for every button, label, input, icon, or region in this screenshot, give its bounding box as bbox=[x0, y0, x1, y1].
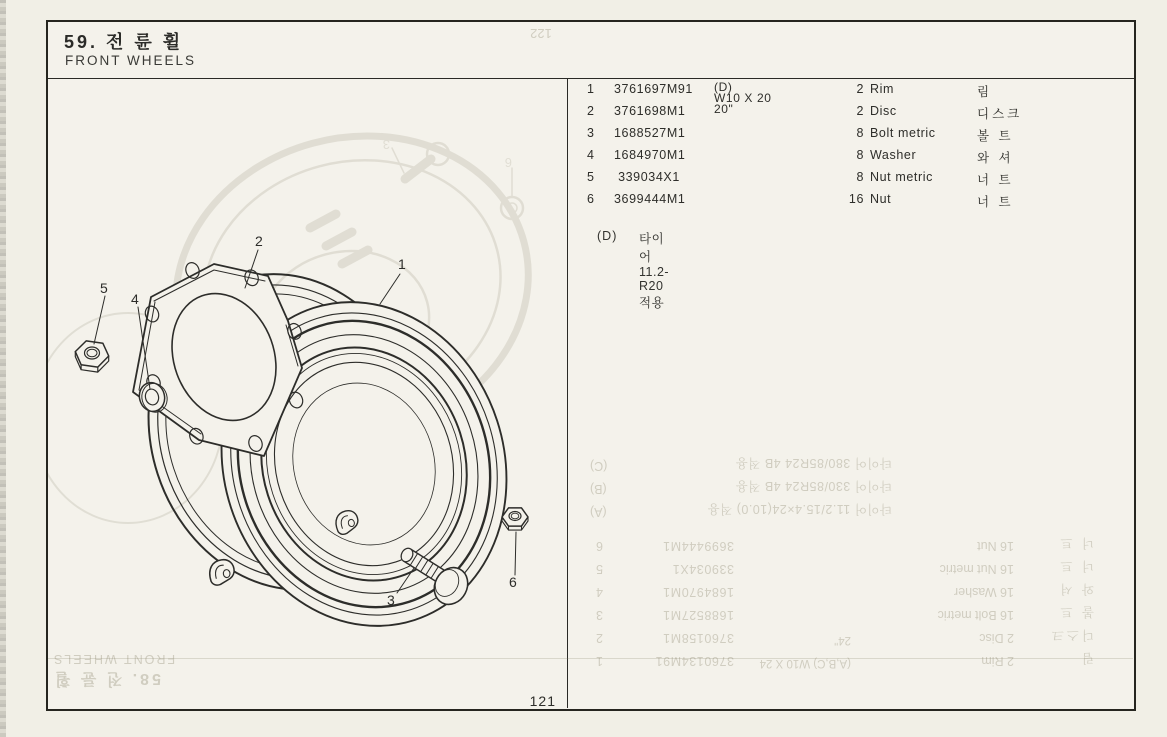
korean-name-cell: 너 트 bbox=[977, 195, 1014, 209]
korean-name-cell: 볼 트 bbox=[977, 129, 1014, 143]
ghost-page-number: 122 bbox=[530, 26, 552, 41]
qty-cell: 2 bbox=[856, 104, 864, 118]
part-number-cell: 1684970M1 bbox=[614, 148, 686, 162]
ghost-note-line bbox=[590, 450, 892, 473]
ghost-parts-table bbox=[582, 530, 1094, 668]
ghost-note-line bbox=[590, 473, 892, 496]
callout-1: 1 bbox=[398, 256, 406, 272]
name-cell: Washer bbox=[870, 148, 917, 162]
size-line2: W10 X 20 bbox=[714, 91, 772, 105]
ghost-callout-3: 3 bbox=[382, 137, 390, 152]
korean-name-cell: 디스크 bbox=[977, 107, 1023, 121]
ghost-row: 와 셔 16 Washer 1684970M1 4 bbox=[596, 582, 1094, 599]
ghost-title-korean: 58. 전 륜 휠 bbox=[52, 670, 161, 687]
size-cell bbox=[714, 82, 772, 104]
name-cell: Bolt metric bbox=[870, 126, 936, 140]
callout-4: 4 bbox=[131, 291, 139, 307]
ref-cell: 5 bbox=[587, 170, 595, 184]
korean-name-cell: 와 셔 bbox=[977, 151, 1014, 165]
ghost-row: 볼 트 16 Bolt metric 1688527M1 3 bbox=[596, 605, 1094, 622]
qty-cell: 2 bbox=[856, 82, 864, 96]
ghost-note-label: (C) bbox=[590, 459, 608, 473]
ghost-note-block bbox=[590, 450, 892, 519]
page-border-box bbox=[46, 20, 1136, 711]
callout-5: 5 bbox=[100, 280, 108, 296]
nut-drawing bbox=[502, 508, 528, 530]
size-line1: (D) bbox=[714, 80, 733, 94]
note-label: (D) bbox=[597, 229, 618, 243]
name-cell: Rim bbox=[870, 82, 895, 96]
ref-cell: 4 bbox=[587, 148, 595, 162]
qty-cell: 8 bbox=[856, 148, 864, 162]
size-cell bbox=[714, 104, 733, 115]
ghost-title-english: FRONT WHEELS bbox=[52, 652, 176, 666]
ghost-row: 림 2 Rim (A,B,C) W10 X 24 3760134M91 1 bbox=[596, 651, 1094, 669]
ghost-row: 디스크 2 Disc 24" 3760158M1 2 bbox=[596, 628, 1094, 646]
part-number-cell: 3699444M1 bbox=[614, 192, 686, 206]
ghost-note-label: (B) bbox=[590, 482, 607, 496]
scan-binding-edge bbox=[0, 0, 6, 737]
size-line1: 20" bbox=[714, 102, 734, 116]
ghost-row: 너 트 16 Nut metric 339034X1 5 bbox=[596, 559, 1094, 576]
page-title-korean: 59. 전 륜 휠 bbox=[64, 32, 184, 52]
ref-cell: 2 bbox=[587, 104, 595, 118]
qty-cell: 8 bbox=[856, 170, 864, 184]
callout-3: 3 bbox=[387, 592, 395, 608]
page-title-english: FRONT WHEELS bbox=[65, 53, 197, 68]
ghost-note-line bbox=[590, 496, 892, 519]
callout-6: 6 bbox=[509, 574, 517, 590]
part-number-cell: 3761697M91 bbox=[614, 82, 693, 96]
part-number-cell: 1688527M1 bbox=[614, 126, 686, 140]
name-cell: Disc bbox=[870, 104, 897, 118]
ghost-note-text: 타이어 330/85R24 4B 적용 bbox=[735, 479, 892, 493]
ref-cell: 6 bbox=[587, 192, 595, 206]
ghost-note-text: 타이어 11.2/15.4×24(10.0) 적용 bbox=[707, 502, 892, 516]
note-text: 타이어 11.2-R20 적용 bbox=[639, 232, 670, 310]
name-cell: Nut metric bbox=[870, 170, 933, 184]
part-number-cell: 3761698M1 bbox=[614, 104, 686, 118]
page-number: 121 bbox=[529, 693, 556, 709]
callout-2: 2 bbox=[255, 233, 263, 249]
ghost-note-label: (A) bbox=[590, 505, 607, 519]
wheel-exploded-diagram bbox=[48, 78, 567, 712]
ref-cell: 1 bbox=[587, 82, 595, 96]
qty-cell: 16 bbox=[848, 192, 864, 206]
korean-name-cell: 림 bbox=[977, 85, 993, 99]
ghost-callout-6: 6 bbox=[504, 155, 512, 170]
ref-cell: 3 bbox=[587, 126, 595, 140]
ghost-row: 너 트 16 Nut 3699444M1 6 bbox=[596, 536, 1094, 553]
nut-metric-drawing bbox=[75, 341, 108, 372]
name-cell: Nut bbox=[870, 192, 892, 206]
part-number-cell: 339034X1 bbox=[614, 170, 680, 184]
qty-cell: 8 bbox=[856, 126, 864, 140]
korean-name-cell: 너 트 bbox=[977, 173, 1014, 187]
ghost-note-text: 타이어 380/85R24 4B 적용 bbox=[735, 456, 892, 470]
